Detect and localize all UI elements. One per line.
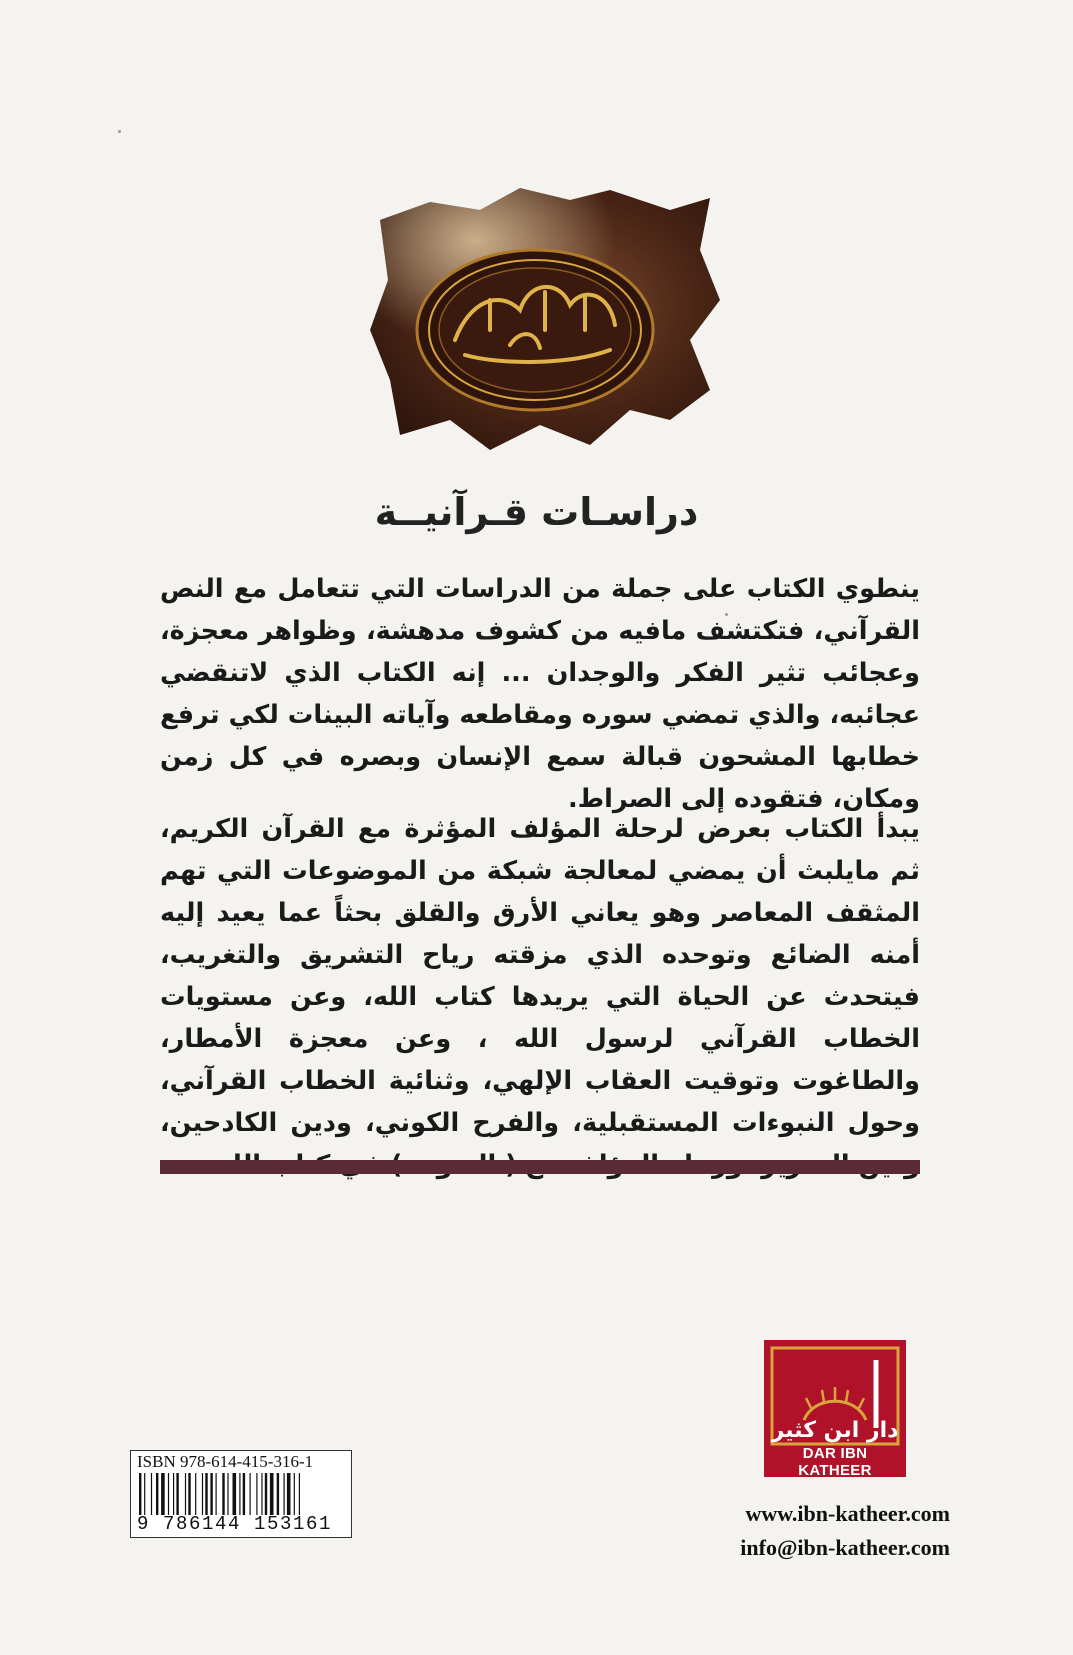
dust-speck	[118, 130, 121, 133]
barcode-bar	[250, 1473, 251, 1515]
barcode-bar	[284, 1473, 285, 1515]
section-title: دراسـات قـرآنيــة	[374, 490, 699, 534]
description-paragraph-2	[160, 808, 920, 1186]
barcode-bar	[270, 1473, 274, 1515]
barcode-bar	[239, 1473, 240, 1515]
barcode-bar	[227, 1473, 228, 1515]
barcode-bar	[277, 1473, 279, 1515]
isbn-barcode-box	[130, 1450, 352, 1538]
barcode-graphic	[137, 1473, 345, 1515]
barcode-bar	[256, 1473, 257, 1515]
isbn-digits: 9 786144 153161	[137, 1513, 333, 1535]
barcode-bar	[161, 1473, 165, 1515]
barcode-bar	[294, 1473, 295, 1515]
email-link[interactable]: info@ibn-katheer.com	[740, 1535, 950, 1560]
logo-arabic-text: دار ابن كثير	[771, 1418, 899, 1443]
barcode-bar	[265, 1473, 267, 1515]
publisher-contact	[700, 1497, 950, 1565]
barcode-bar	[188, 1473, 190, 1515]
barcode-bar	[185, 1473, 186, 1515]
barcode-bar	[151, 1473, 152, 1515]
barcode-bar	[195, 1473, 196, 1515]
website-link[interactable]: www.ibn-katheer.com	[745, 1501, 950, 1526]
barcode-bar	[261, 1473, 262, 1515]
isbn-label: ISBN 978-614-415-316-1	[137, 1452, 314, 1471]
barcode-bar	[243, 1473, 245, 1515]
quran-cover-emblem	[370, 180, 725, 460]
barcode-bar	[233, 1473, 237, 1515]
barcode-bar	[144, 1473, 145, 1515]
barcode-bar	[202, 1473, 203, 1515]
barcode-bar	[299, 1473, 300, 1515]
barcode-bar	[168, 1473, 169, 1515]
logo-english-text: DAR IBN KATHEER	[798, 1445, 872, 1479]
barcode-bar	[287, 1473, 291, 1515]
barcode-bar	[176, 1473, 178, 1515]
divider-bar	[160, 1160, 920, 1174]
paragraph-text: ينطوي الكتاب على جملة من الدراسات التي تتعامل مع النص القرآني، فتكتشف مافيه من كشوف مدهشة، وظواهر معجزة، وعجائب تثير الفكر والوجدان ... إنه الكتاب الذي لاتنقضي عجائبه، والذي تمضي سوره ومقاطعه وآياته البينات لكي ترفع خطابها المشحون قبالة سمع الإنسان وبصره في كل زمن ومكان، فتقوده إلى الصراط.	[160, 574, 920, 814]
barcode-bar	[210, 1473, 212, 1515]
barcode-bar	[173, 1473, 174, 1515]
description-paragraph-1	[160, 568, 920, 820]
barcode-bar	[139, 1473, 141, 1515]
barcode-bar	[156, 1473, 158, 1515]
barcode-bar	[222, 1473, 224, 1515]
barcode-bar	[216, 1473, 217, 1515]
paragraph-text: يبدأ الكتاب بعرض لرحلة المؤلف المؤثرة مع القرآن الكريم، ثم مايلبث أن يمضي لمعالجة شبكة من الموضوعات التي تهم المثقف المعاصر وهو يعاني الأرق والقلق بحثاً عما يعيد إليه أمنه الضائع وتوحده الذي مزقته رياح التشريق والتغريب، فيتحدث عن الحياة التي يريدها كتاب الله، وعن مستويات الخطاب القرآني لرسول الله ، وعن معجزة الأمطار، والطاغوت وتوقيت العقاب الإلهي، وثنائية الخطاب القرآني، وحول النبوءات المستقبلية، والفرح الكوني، ودين الكادحين،	[160, 814, 920, 1138]
barcode-bar	[205, 1473, 207, 1515]
